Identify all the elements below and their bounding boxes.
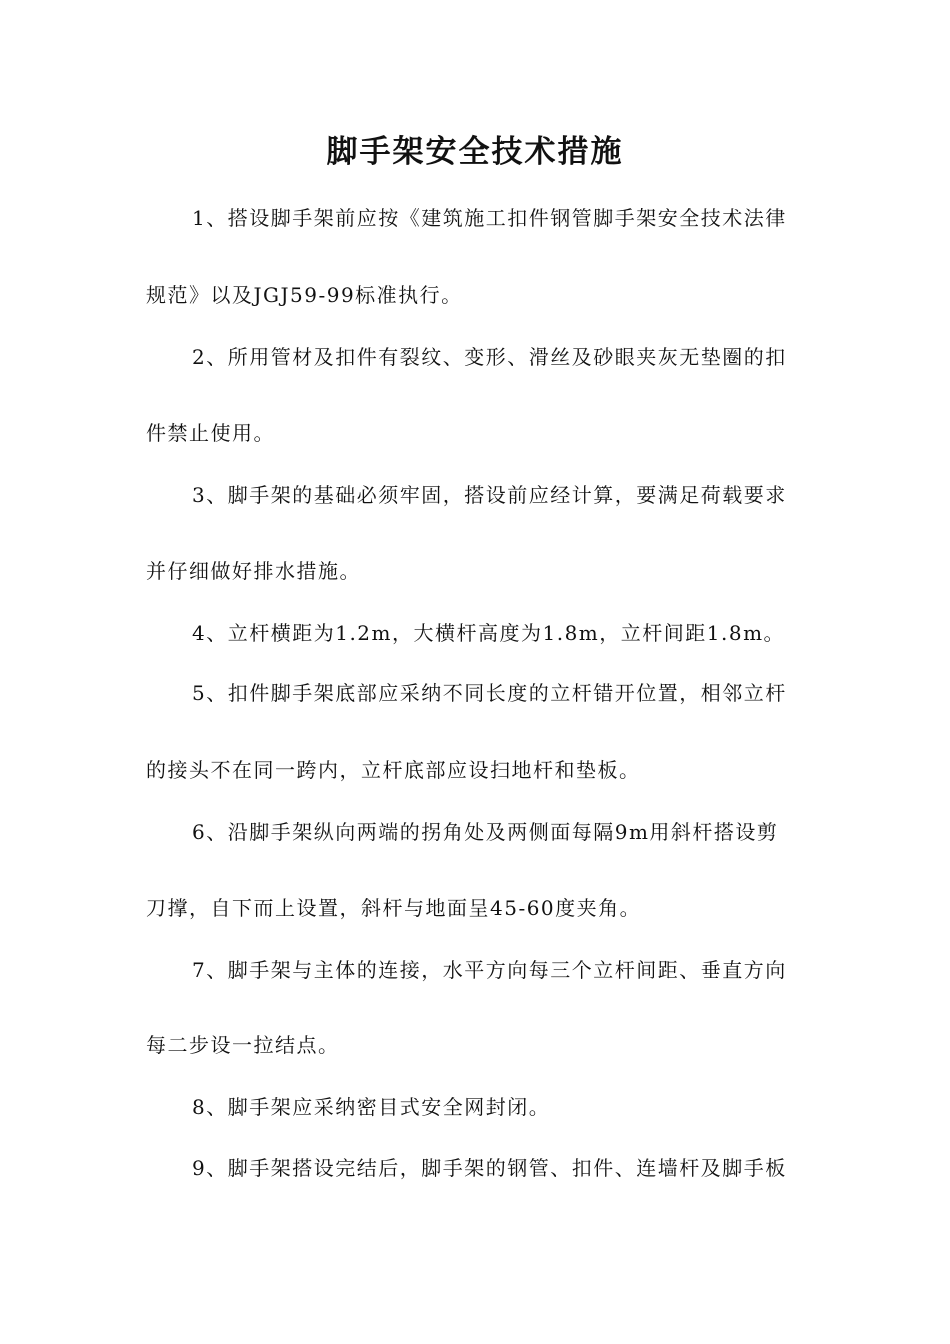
item-7-line-2: 每二步设一拉结点。 (146, 1033, 340, 1057)
item-3-line-2: 并仔细做好排水措施。 (146, 559, 361, 583)
item-2-line-2: 件禁止使用。 (146, 421, 275, 445)
item-8-line-1: 8、脚手架应采纳密目式安全网封闭。 (192, 1095, 551, 1119)
item-6-line-1: 6、沿脚手架纵向两端的拐角处及两侧面每隔9m用斜杆搭设剪 (192, 820, 779, 844)
item-1-line-1: 1、搭设脚手架前应按《建筑施工扣件钢管脚手架安全技术法律 (192, 206, 787, 230)
item-3-line-1: 3、脚手架的基础必须牢固，搭设前应经计算，要满足荷载要求 (192, 483, 787, 507)
item-5-line-1: 5、扣件脚手架底部应采纳不同长度的立杆错开位置，相邻立杆 (192, 681, 787, 705)
item-4-line-1: 4、立杆横距为1.2m，大横杆高度为1.8m，立杆间距1.8m。 (192, 621, 786, 645)
document-title: 脚手架安全技术措施 (326, 134, 624, 170)
item-2-line-1: 2、所用管材及扣件有裂纹、变形、滑丝及砂眼夹灰无垫圈的扣 (192, 345, 787, 369)
item-5-line-2: 的接头不在同一跨内，立杆底部应设扫地杆和垫板。 (146, 758, 641, 782)
item-6-line-2: 刀撑，自下而上设置，斜杆与地面呈45-60度夹角。 (146, 896, 642, 920)
item-1-line-2: 规范》以及JGJ59-99标准执行。 (146, 283, 463, 307)
item-9-line-1: 9、脚手架搭设完结后，脚手架的钢管、扣件、连墙杆及脚手板 (192, 1156, 787, 1180)
item-7-line-1: 7、脚手架与主体的连接，水平方向每三个立杆间距、垂直方向 (192, 958, 787, 982)
